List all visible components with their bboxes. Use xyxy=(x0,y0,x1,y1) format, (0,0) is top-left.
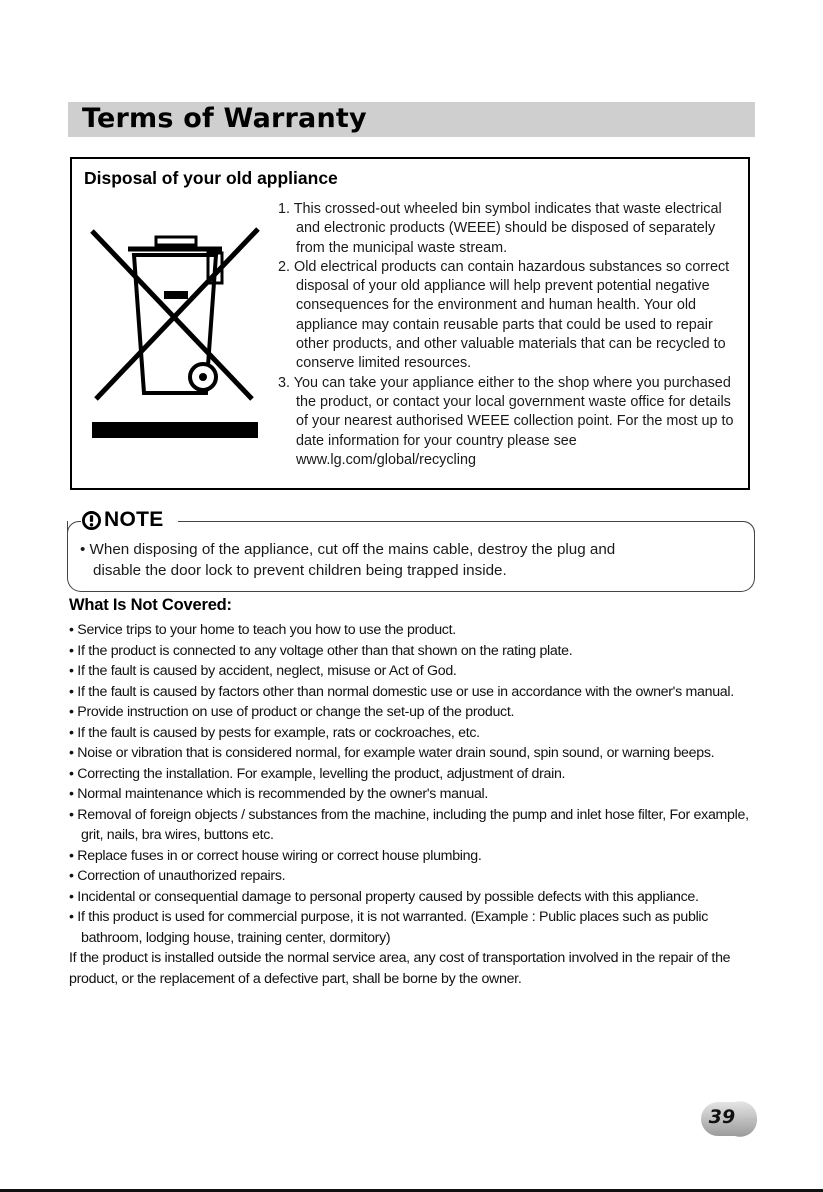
list-item: • Provide instruction on use of product or change the set-up of the product. xyxy=(69,704,515,720)
note-top-rule xyxy=(178,521,744,522)
list-item: • If the fault is caused by pests for example, rats or cockroaches, etc. xyxy=(69,724,480,741)
crossed-out-wheeled-bin-icon xyxy=(90,225,260,405)
note-corner xyxy=(741,521,755,535)
not-covered-heading: What Is Not Covered: xyxy=(69,596,232,614)
bin-underline-bar xyxy=(92,422,258,438)
list-item: • Removal of foreign objects / substances from the machine, including the pump and inlet hose filter, For example, grit, nails, bra wires, buttons etc. xyxy=(69,806,749,843)
disposal-item: 3. You can take your appliance either to the shop where you purchased the product, or contact your local government waste office for details of your nearest authorised WEEE collection point. For the most up to date information for your country please see www.lg.com/global/recycling xyxy=(278,374,734,468)
list-item: • Normal maintenance which is recommended by the owner's manual. xyxy=(69,786,489,802)
note-text xyxy=(80,540,720,581)
list-item: • If the fault is caused by accident, neglect, misuse or Act of God. xyxy=(69,663,457,679)
list-item: • If this product is used for commercial purpose, it is not warranted. (Example : Public places such as public bathroom, lodging house, training center, dormitory) xyxy=(69,909,709,946)
disposal-item: 2. Old electrical products can contain hazardous substances so correct disposal of your old appliance will help prevent potential negative consequences for the environment and human health. Your old appliance may contain reusable parts that could be used to repair other products, and other valuable materials that can be recycled to conserve limited resources. xyxy=(278,258,730,372)
not-covered-list xyxy=(69,620,759,989)
closing-paragraph: If the product is installed outside the normal service area, any cost of transportation involved in the repair of the product, or the replacement of a defective part, shall be borne by the owner. xyxy=(69,950,731,987)
exclamation-circle-icon xyxy=(82,511,101,530)
list-item: • Correcting the installation. For example, levelling the product, adjustment of drain. xyxy=(69,765,566,782)
list-item: • If the fault is caused by factors other than normal domestic use or use in accordance with the owner's manual. xyxy=(69,683,734,700)
list-item: • Replace fuses in or correct house wiring or correct house plumbing. xyxy=(69,847,482,864)
list-item: • Noise or vibration that is considered normal, for example water drain sound, spin sound, or warning beeps. xyxy=(69,745,715,761)
note-header xyxy=(82,508,168,532)
list-item: • Service trips to your home to teach you how to use the product. xyxy=(69,622,456,638)
page-title: Terms of Warranty xyxy=(82,103,367,134)
list-item: • Incidental or consequential damage to personal property caused by possible defects with this appliance. xyxy=(69,888,699,905)
list-item: • If the product is connected to any voltage other than that shown on the rating plate. xyxy=(69,642,573,659)
page-number: 39 xyxy=(708,1106,736,1128)
disposal-heading: Disposal of your old appliance xyxy=(84,168,338,188)
disposal-list xyxy=(278,200,738,470)
note-line: • When disposing of the appliance, cut off the mains cable, destroy the plug and xyxy=(80,541,616,558)
note-line: disable the door lock to prevent children being trapped inside. xyxy=(93,561,507,579)
list-item: • Correction of unauthorized repairs. xyxy=(69,868,286,884)
note-title: NOTE xyxy=(104,508,164,531)
disposal-item: 1. This crossed-out wheeled bin symbol indicates that waste electrical and electronic products (WEEE) should be disposed of separately from the municipal waste stream. xyxy=(278,201,722,256)
